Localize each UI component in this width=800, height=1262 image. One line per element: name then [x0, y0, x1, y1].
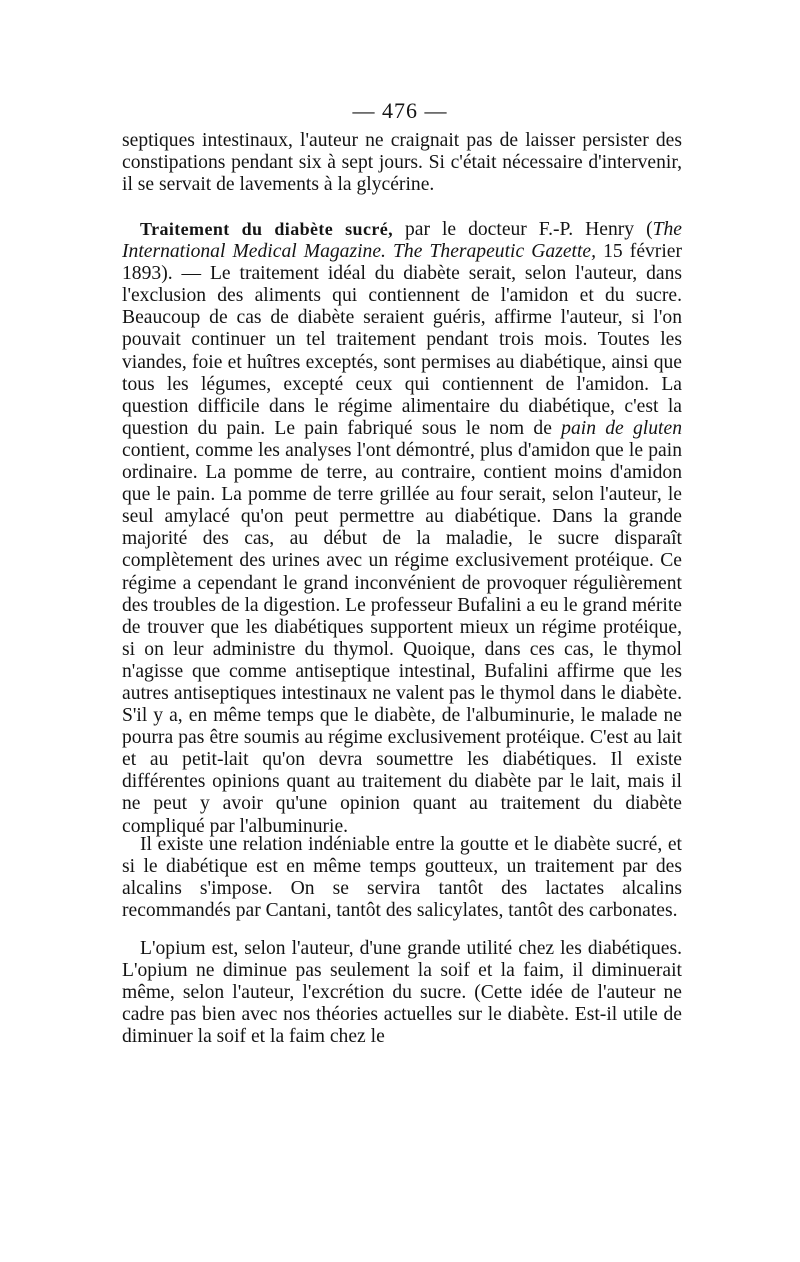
paragraph-text: L'opium est, selon l'auteur, d'une grande utilité chez les diabétiques. L'opium ne diminue pas seulement la soif et la faim, il diminuerait même, selon l'auteur, l'excrétion du sucre. (Cette idée de l'auteur ne cadre pas bien avec nos théories actuelles sur le diabète. Est-il utile de diminuer la soif et la faim chez le	[122, 938, 682, 1048]
article-paragraph	[122, 218, 682, 838]
paragraph-opium	[122, 938, 682, 1048]
article-traitement-diabete	[122, 218, 682, 838]
article-body-part2: contient, comme les analyses l'ont démontré, plus d'amidon que le pain ordinaire. La pomme de terre, au contraire, contient moins d'amidon que le pain. La pomme de terre grillée au four serait, selon l'auteur, le seul amylacé qu'on peut permettre au diabétique. Dans la grande majorité des cas, au début de la maladie, le sucre disparaît complètement des urines avec un régime exclusivement protéique. Ce régime a cependant le grand inconvénient de provoquer régulièrement des troubles de la digestion. Le professeur Bufalini a eu le grand mérite de trouver que les diabétiques supportent mieux un régime protéique, si on leur administre du thymol. Quoique, dans ces cas, le thymol n'agisse que comme antiseptique intestinal, Bufalini affirme que les autres antiseptiques intestinaux ne valent pas le thymol dans le diabète. S'il y a, en même temps que le diabète, de l'albuminurie, le malade ne pourra pas être soumis au régime exclusivement protéique. C'est au lait et au petit-lait qu'on devra soumettre les diabétiques. Il existe différentes opinions quant au traitement du diabète par le lait, mais il ne peut y avoir qu'une opinion quant au traitement du diabète compliqué par l'albuminurie.	[122, 439, 682, 837]
paragraph-text: septiques intestinaux, l'auteur ne craignait pas de laisser persister des constipations pendant six à sept jours. Si c'était nécessaire d'intervenir, il se servait de lavements à la glycérine.	[122, 130, 682, 196]
article-source: The International Medical Magazine. The Therapeutic Gazette,	[122, 219, 682, 263]
article-title: Traitement du diabète sucré,	[140, 219, 394, 239]
page-number: — 476 —	[352, 98, 448, 123]
paragraph-goutte	[122, 834, 682, 922]
article-author: par le docteur F.-P. Henry (	[393, 219, 653, 240]
paragraph-text: Il existe une relation indéniable entre la goutte et le diabète sucré, et si le diabétique est en même temps goutteux, un traitement par des alcalins s'impose. On se servira tantôt des lactates alcalins recommandés par Cantani, tantôt des salicylates, tantôt des carbonates.	[122, 834, 682, 922]
paragraph-intro	[122, 130, 682, 196]
pain-de-gluten-term: pain de gluten	[561, 417, 682, 439]
article-body-part1: 15 février 1893). — Le traitement idéal du diabète serait, selon l'auteur, dans l'exclusion des aliments qui contiennent de l'amidon et du sucre. Beaucoup de cas de diabète seraient guéris, affirme l'auteur, si l'on pouvait continuer un tel traitement pendant trois mois. Toutes les viandes, foie et huîtres exceptés, sont permises au diabétique, ainsi que tous les légumes, excepté ceux qui contiennent de l'amidon. La question difficile dans le régime alimentaire du diabétique, c'est la question du pain. Le pain fabriqué sous le nom de	[122, 241, 683, 439]
